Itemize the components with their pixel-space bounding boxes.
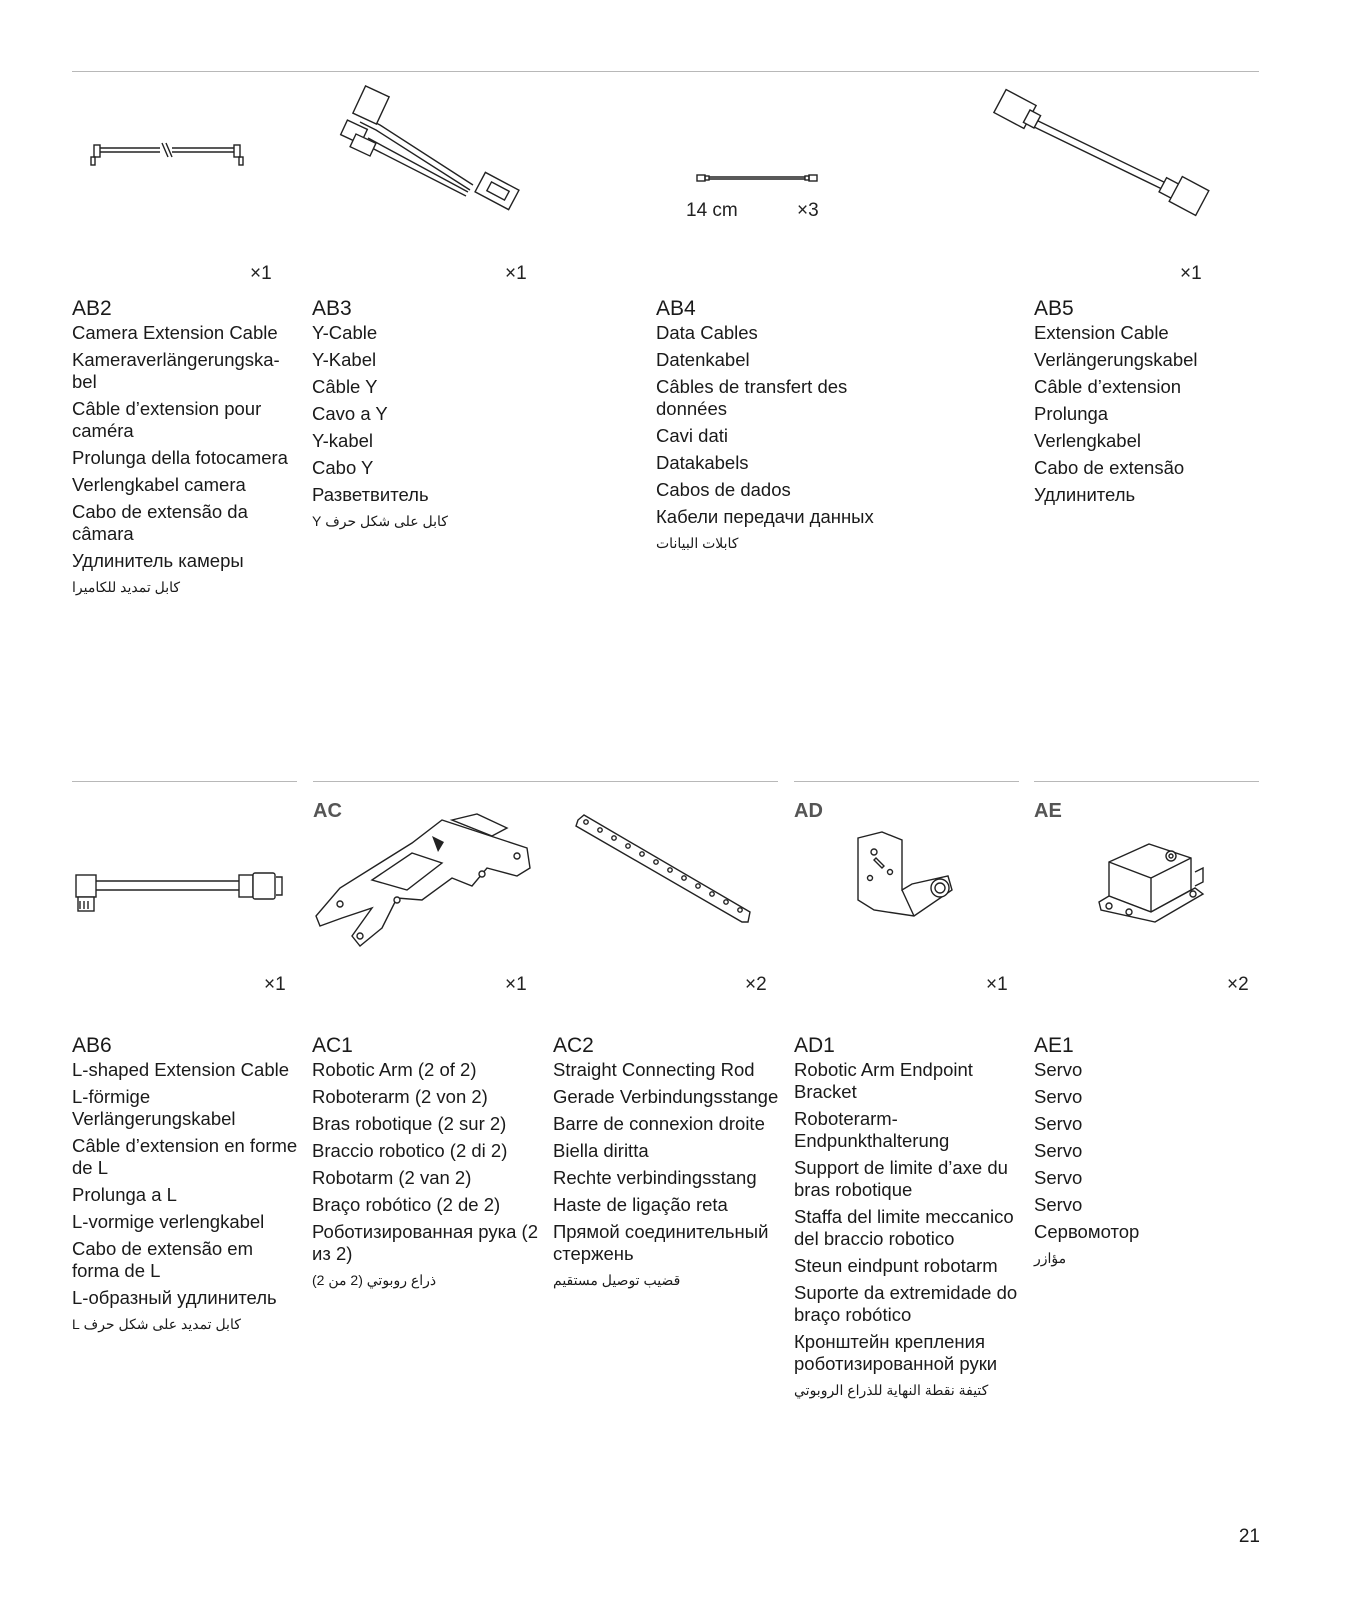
part-name-it: Servo [1034,1140,1083,1161]
quantity-label: ×1 [986,974,1008,995]
servo-illustration [1095,832,1210,927]
part-code: AD1 [794,1034,835,1057]
part-name-nl: Verlengkabel [1034,430,1141,451]
part-code: AB5 [1034,297,1074,320]
part-name-nl: Servo [1034,1167,1083,1188]
part-ab3 [312,296,542,536]
part-ac1 [312,1033,548,1295]
part-name-en: Straight Connecting Rod [553,1059,755,1080]
part-name-de: Roboterarm (2 von 2) [312,1086,488,1107]
part-name-ar: مؤازر [1034,1250,1067,1266]
part-name-pt: Cabo de extensão [1034,457,1185,478]
part-name-en: Robotic Arm Endpoint Bracket [794,1059,973,1102]
part-ab5 [1034,296,1264,511]
quantity-label: ×1 [505,974,527,995]
part-name-de: L-förmige Verlängerungskabel [72,1086,236,1129]
part-name-nl: Steun eindpunt robotarm [794,1255,998,1276]
part-name-it: Cavi dati [656,425,728,446]
part-ab6 [72,1033,304,1339]
quantity-label: ×1 [505,263,527,284]
part-name-de: Kameraverlängerungska-bel [72,349,280,392]
section-divider-ae [1034,781,1259,782]
part-name-ru: Сервомотор [1034,1221,1140,1242]
part-code: AC2 [553,1034,594,1057]
part-name-pt: Cabo Y [312,457,374,478]
part-ab2 [72,296,302,602]
part-name-fr: Barre de connexion droite [553,1113,765,1134]
part-name-nl: Datakabels [656,452,749,473]
part-name-it: Prolunga [1034,403,1109,424]
section-divider [72,781,297,782]
group-label-ae: AE [1034,800,1062,822]
part-name-fr: Support de limite d’axe du bras robotique [794,1157,1008,1200]
camera-extension-cable-illustration [88,135,248,170]
part-name-ar: كابل تمديد للكاميرا [72,579,181,595]
part-name-it: Biella diritta [553,1140,649,1161]
cable-length-label: 14 cm [686,200,738,221]
part-name-ru: Роботизированная рука (2 из 2) [312,1221,538,1264]
robotic-arm-illustration [312,808,537,953]
quantity-label: ×3 [797,200,819,221]
part-ad1 [794,1033,1026,1405]
part-name-pt: Haste de ligação reta [553,1194,728,1215]
part-name-fr: Câble d’extension pour caméra [72,398,262,441]
part-name-ru: Удлинитель камеры [72,550,244,571]
group-label-ac: AC [313,800,342,822]
part-name-ar: قضيب توصيل مستقيم [553,1272,681,1288]
part-name-ar: كابل تمديد على شكل حرف L [72,1316,241,1332]
part-name-ru: Кронштейн крепления роботизированной руки [794,1331,998,1374]
part-name-en: Data Cables [656,322,758,343]
part-name-it: Cavo a Y [312,403,388,424]
part-name-ru: Прямой соединительный стержень [553,1221,769,1264]
part-name-en: Y-Cable [312,322,378,343]
part-name-nl: Rechte verbindingsstang [553,1167,757,1188]
part-name-pt: Braço robótico (2 de 2) [312,1194,501,1215]
part-name-ar: كتيفة نقطة النهاية للذراع الروبوتي [794,1382,989,1398]
part-name-en: Camera Extension Cable [72,322,278,343]
part-name-de: Verlängerungskabel [1034,349,1198,370]
part-name-de: Y-Kabel [312,349,377,370]
part-name-nl: Robotarm (2 van 2) [312,1167,472,1188]
part-name-ru: L-образный удлинитель [72,1287,277,1308]
part-name-de: Roboterarm-Endpunkthalterung [794,1108,950,1151]
endpoint-bracket-illustration [852,828,957,923]
part-name-ar: كابل على شكل حرف Y [312,513,448,529]
quantity-label: ×2 [1227,974,1249,995]
part-name-ru: Кабели передачи данных [656,506,874,527]
group-label-ad: AD [794,800,823,822]
data-cable-illustration [695,170,820,186]
part-name-fr: Câble d’extension en forme de L [72,1135,298,1178]
y-cable-illustration [338,80,528,215]
part-name-fr: Câble d’extension [1034,376,1182,397]
part-name-de: Gerade Verbindungsstange [553,1086,779,1107]
part-name-pt: Cabo de extensão da câmara [72,501,248,544]
part-ab4 [656,296,896,558]
l-shaped-cable-illustration [74,865,289,915]
part-name-it: Staffa del limite meccanico del braccio robotico [794,1206,1014,1249]
part-name-fr: Câble Y [312,376,378,397]
part-code: AE1 [1034,1034,1074,1057]
extension-cable-illustration [990,90,1215,220]
part-name-ar: ذراع روبوتي (2 من 2) [312,1272,437,1288]
part-name-pt: Cabo de extensão em forma de L [72,1238,254,1281]
part-name-pt: Servo [1034,1194,1083,1215]
part-name-en: Robotic Arm (2 of 2) [312,1059,477,1080]
page-number: 21 [1238,1526,1260,1547]
part-name-nl: L-vormige verlengkabel [72,1211,265,1232]
part-name-it: Braccio robotico (2 di 2) [312,1140,508,1161]
part-name-ar: كابلات البيانات [656,535,739,551]
quantity-label: ×2 [745,974,767,995]
part-name-it: Prolunga della fotocamera [72,447,288,468]
part-code: AB2 [72,297,112,320]
part-name-en: Servo [1034,1059,1083,1080]
part-code: AC1 [312,1034,353,1057]
part-name-ru: Разветвитель [312,484,429,505]
section-divider-ad [794,781,1019,782]
part-name-ru: Удлинитель [1034,484,1136,505]
part-name-it: Prolunga a L [72,1184,177,1205]
part-name-fr: Câbles de transfert des données [656,376,848,419]
part-name-nl: Y-kabel [312,430,374,451]
section-divider-ac [313,781,778,782]
quantity-label: ×1 [250,263,272,284]
part-name-en: L-shaped Extension Cable [72,1059,290,1080]
part-code: AB3 [312,297,352,320]
part-ac2 [553,1033,789,1295]
top-divider [72,71,1259,72]
part-code: AB6 [72,1034,112,1057]
part-name-de: Servo [1034,1086,1083,1107]
part-name-fr: Servo [1034,1113,1083,1134]
part-code: AB4 [656,297,696,320]
part-name-de: Datenkabel [656,349,750,370]
part-name-fr: Bras robotique (2 sur 2) [312,1113,507,1134]
part-name-en: Extension Cable [1034,322,1169,343]
straight-connecting-rod-illustration [574,812,754,927]
part-ae1 [1034,1033,1259,1273]
part-name-pt: Suporte da extremidade do braço robótico [794,1282,1018,1325]
quantity-label: ×1 [264,974,286,995]
part-name-nl: Verlengkabel camera [72,474,246,495]
quantity-label: ×1 [1180,263,1202,284]
part-name-pt: Cabos de dados [656,479,791,500]
